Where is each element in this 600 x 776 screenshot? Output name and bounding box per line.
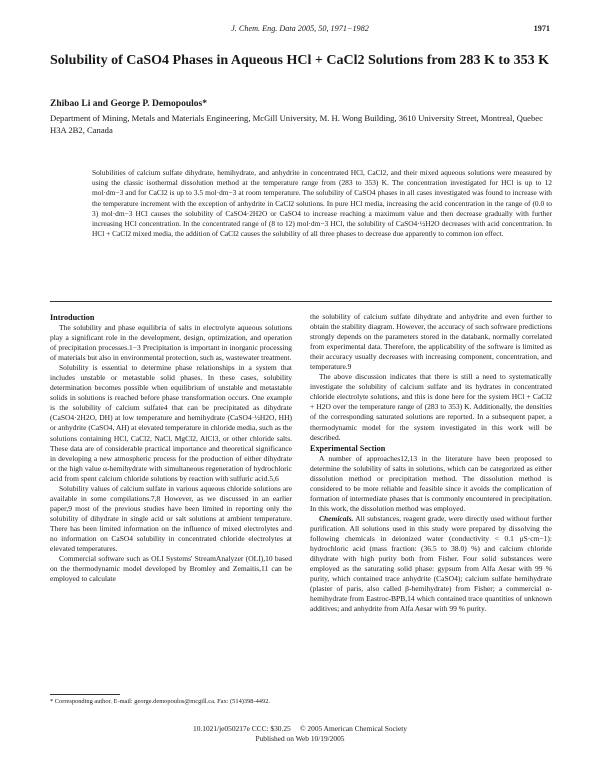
experimental-paragraph-1: A number of approaches12,13 in the literature have been proposed to determine the solubility of salts in solutions, which can be categorized as either dissolution method or precipitation method. The dissolution method is considered to be more reliable and feasible since it avoids the complication of formation of intermediate phases that is commonly encountered in precipitation. In this work, the dissolution method was employed. [310, 453, 552, 513]
intro-paragraph-6: The above discussion indicates that there is still a need to systematically investigate the solubility of calcium sulfate and its hydrates in concentrated chloride electrolyte solutions, and this is done here for the system HCl + CaCl2 + H2O over the temperature range of (283 to 353) K. Additionally, the densities of the corresponding saturated solutions are reported. In a subsequent paper, a thermodynamic model for the system investigated in this work will be described. [310, 372, 552, 442]
corresponding-author-footnote: * Corresponding author. E-mail: george.demopoulos@mcgill.ca. Fax: (514)398-4492. [50, 698, 270, 705]
page-number: 1971 [533, 24, 550, 33]
left-column [50, 312, 292, 584]
journal-citation: J. Chem. Eng. Data 2005, 50, 1971−1982 [231, 24, 369, 33]
experimental-heading: Experimental Section [310, 443, 386, 453]
intro-paragraph-4: Commercial software such as OLI Systems' StreamAnalyzer (OLI),10 based on the thermodynamic model developed by Bromley and Zemaitis,11 can be employed to calculate [50, 554, 292, 584]
introduction-heading: Introduction [50, 313, 95, 322]
footnote-divider [50, 694, 120, 695]
intro-paragraph-5: the solubility of calcium sulfate dihydrate and anhydrite and even further to obtain the stability diagram. However, the accuracy of such software predictions strongly depends on the parameters stored in the databank, normally correlated from experimental data. Therefore, the applicability of the software is limited as their accuracy usually decreases with increasing component, concentration, and temperature.9 [310, 312, 552, 372]
page-footer [0, 724, 600, 743]
intro-paragraph-2: Solubility is essential to determine phase relationships in a system that includes unstable or metastable solid phases. In these cases, solubility determination becomes possible when equilibrium of unstable and metastable solids in solutions is reached before phase transformation occurs. One example is the solubility of calcium sulfate4 that can be precipitated as dihydrate (CaSO4·2H2O, DH) at low temperature and hemihydrate (CaSO4·½H2O, HH) or anhydrite (CaSO4, AH) at elevated temperature in chloride media, such as the solutions containing HCl, CaCl2, NaCl, MgCl2, AlCl3, or other chloride salts. These data are of considerable practical importance and theoretical significance in developing a new atmospheric process for the production of either dihydrate or the high value α-hemihydrate with simultaneous regeneration of hydrochloric acid from spent calcium chloride solutions by reaction with sulfuric acid.5,6 [50, 363, 292, 483]
author-affiliation: Department of Mining, Metals and Materials Engineering, McGill University, M. H. Wong Building, 3610 University Street, Montreal, Quebec H3A 2B2, Canada [50, 113, 543, 135]
running-head [0, 24, 600, 36]
publication-date-line: Published on Web 10/19/2005 [255, 733, 345, 743]
article-title: Solubility of CaSO4 Phases in Aqueous HCl + CaCl2 Solutions from 283 K to 353 K [50, 53, 549, 68]
chemicals-paragraph [310, 514, 552, 614]
abstract: Solubilities of calcium sulfate dihydrate, hemihydrate, and anhydrite in concentrated HCl, CaCl2, and their mixed aqueous solutions were measured by using the classic isothermal dissolution method at the temperature range from (283 to 353) K. The concentration investigated for HCl is up to 12 mol·dm−3 and for CaCl2 is up to 3.5 mol·dm−3 at room temperature. The solubility of CaSO4 phases in all cases investigated was found to increase with the temperature increment with the exception of anhydrite in CaCl2 solutions. In pure HCl media, increasing the acid concentration in the range of (0.0 to 3) mol·dm−3 HCl causes the solubility of CaSO4·2H2O or CaSO4 to increase reaching a maximum value and then decrease gradually with further increasing HCl concentration. In the concentrated range of (8 to 12) mol·dm−3 HCl, the solubility of CaSO4·½H2O decreases with acid concentration. In HCl + CaCl2 mixed media, the addition of CaCl2 causes the solubility of all three phases to decrease due apparently to common ion effect. [92, 168, 552, 239]
right-column [310, 312, 552, 614]
section-divider [50, 301, 552, 302]
doi-copyright-line: 10.1021/je050217e CCC: $30.25 © 2005 American Chemical Society [193, 724, 407, 733]
author-list: Zhibao Li and George P. Demopoulos* [50, 99, 207, 109]
intro-paragraph-3: Solubility values of calcium sulfate in various aqueous chloride solutions are available in some compilations.7,8 However, as we discussed in an earlier paper,9 most of the previous studies have been limited in reporting only the solubility of dihydrate in single acid or salt solutions at ambient temperature. There has been limited information on the influence of mixed electrolytes and no information on CaSO4 solubility in concentrated chloride electrolytes at elevated temperatures. [50, 483, 292, 554]
intro-paragraph-1: The solubility and phase equilibria of salts in electrolyte aqueous solutions play a significant role in the development, design, optimization, and operation of precipitation processes.1−3 Precipitation is important in inorganic processing of materials but also in environmental protection, such as, wastewater treatment. [50, 323, 292, 363]
chemicals-heading: Chemicals. [319, 513, 354, 523]
chemicals-text: All substances, reagent grade, were directly used without further purification. All solutions used in this study were prepared by dissolving the following chemicals in deionized water (conductivity < 0.1 μS·cm−1): hydrochloric acid (mass fraction: (36.5 to 38.0) %) and calcium chloride dihydrate with high purity both from Fisher. Four solid substances were employed as the saturating solid phase: gypsum from Alfa Aesar with 99 % purity, which contained trace anhydrite (CaSO4); calcium sulfate hemihydrate (plaster of paris, also called β-hemihydrate) from Fisher; a commercial α-hemihydrate from Eastroc-BPB,14 which contained trace quantities of unknown additives; and anhydrite from Alfa Aesar with 99 % purity. [310, 513, 552, 614]
